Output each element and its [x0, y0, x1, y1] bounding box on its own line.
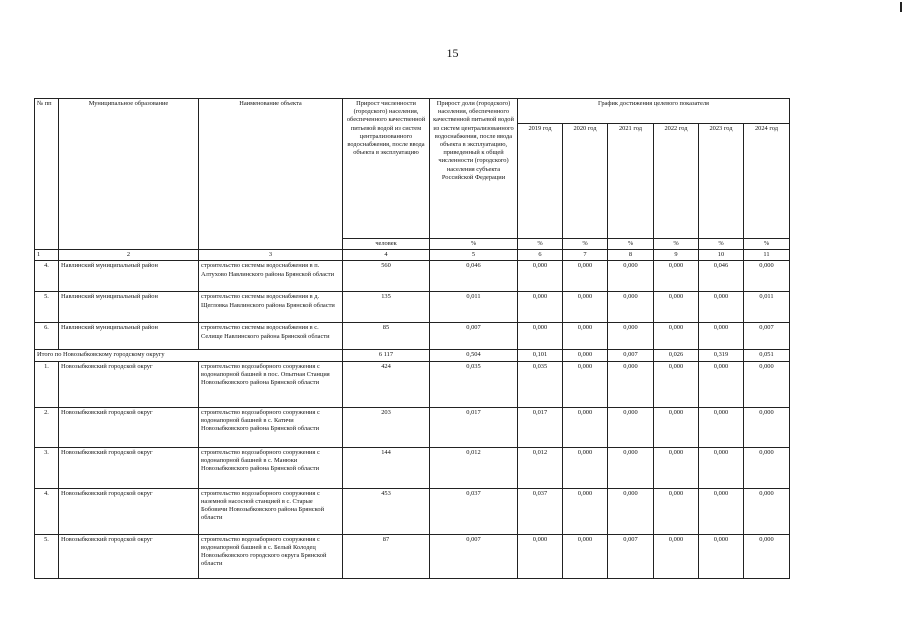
col-number: 8 — [608, 250, 654, 261]
row-year-value: 0,000 — [608, 292, 654, 323]
row-year-value: 0,000 — [699, 447, 744, 488]
row-year-value: 0,000 — [699, 534, 744, 578]
row-year-value: 0,000 — [744, 534, 790, 578]
row-year-value: 0,000 — [563, 407, 608, 447]
row-year-value: 0,012 — [518, 447, 563, 488]
total-year-value: 0,007 — [608, 350, 654, 361]
row-year-value: 0,000 — [699, 292, 744, 323]
table-row — [35, 261, 790, 292]
row-municipality: Навлинский муниципальный район — [59, 323, 199, 350]
row-population: 144 — [343, 447, 430, 488]
col-number: 10 — [699, 250, 744, 261]
unit-cell: % — [699, 239, 744, 250]
row-object: строительство водозаборного сооружения с водонапорной башней в с. Белый Колодец Новозыбковского городского округа Брянской области — [199, 534, 343, 578]
row-year-value: 0,000 — [744, 261, 790, 292]
row-year-value: 0,000 — [654, 261, 699, 292]
row-year-value: 0,000 — [563, 534, 608, 578]
row-number: 2. — [35, 407, 59, 447]
header-share-growth: Прирост доли (городского) населения, обеспеченного качественной питьевой водой из систем централизованного водоснабжения, после ввода объекта в эксплуатацию, приведенный к общей численности (городского) населения субъекта Российской Федерации — [430, 99, 518, 239]
row-population: 87 — [343, 534, 430, 578]
row-year-value: 0,000 — [563, 361, 608, 407]
col-number: 11 — [744, 250, 790, 261]
row-municipality: Новозыбковский городской округ — [59, 407, 199, 447]
row-municipality: Новозыбковский городской округ — [59, 361, 199, 407]
row-year-value: 0,000 — [699, 488, 744, 534]
row-year-value: 0,000 — [654, 447, 699, 488]
unit-cell: % — [654, 239, 699, 250]
header-municipality: Муниципальное образование — [59, 99, 199, 250]
row-year-value: 0,046 — [699, 261, 744, 292]
row-year-value: 0,000 — [699, 407, 744, 447]
row-number: 1. — [35, 361, 59, 407]
col-number: 3 — [199, 250, 343, 261]
row-year-value: 0,000 — [518, 261, 563, 292]
row-share: 0,011 — [430, 292, 518, 323]
row-year-value: 0,000 — [699, 361, 744, 407]
unit-cell: % — [518, 239, 563, 250]
row-population: 85 — [343, 323, 430, 350]
row-year-value: 0,000 — [563, 488, 608, 534]
row-year-value: 0,000 — [518, 292, 563, 323]
row-object: строительство водозаборного сооружения с водонапорной башней в пос. Опытная Станция Новозыбковского района Брянской области — [199, 361, 343, 407]
total-year-value: 0,026 — [654, 350, 699, 361]
row-year-value: 0,000 — [654, 534, 699, 578]
col-number: 4 — [343, 250, 430, 261]
row-year-value: 0,000 — [608, 261, 654, 292]
table-row — [35, 361, 790, 407]
row-year-value: 0,000 — [608, 361, 654, 407]
total-year-value: 0,319 — [699, 350, 744, 361]
row-year-value: 0,000 — [608, 447, 654, 488]
total-share: 0,504 — [430, 350, 518, 361]
row-year-value: 0,000 — [608, 488, 654, 534]
unit-cell: % — [430, 239, 518, 250]
table-row — [35, 323, 790, 350]
table-row — [35, 292, 790, 323]
header-year: 2023 год — [699, 124, 744, 239]
row-year-value: 0,000 — [654, 292, 699, 323]
total-year-value: 0,051 — [744, 350, 790, 361]
header-row-1 — [35, 99, 790, 124]
row-year-value: 0,000 — [654, 323, 699, 350]
total-year-value: 0,101 — [518, 350, 563, 361]
col-number: 2 — [59, 250, 199, 261]
row-object: строительство водозаборного сооружения с водонапорной башней в с. Манюки Новозыбковского района Брянской области — [199, 447, 343, 488]
row-year-value: 0,000 — [563, 323, 608, 350]
col-number: 1 — [35, 250, 59, 261]
header-year: 2020 год — [563, 124, 608, 239]
row-population: 135 — [343, 292, 430, 323]
header-schedule: График достижения целевого показателя — [518, 99, 790, 124]
row-municipality: Новозыбковский городской округ — [59, 488, 199, 534]
row-year-value: 0,000 — [744, 361, 790, 407]
row-share: 0,037 — [430, 488, 518, 534]
row-population: 424 — [343, 361, 430, 407]
row-year-value: 0,000 — [744, 447, 790, 488]
row-population: 453 — [343, 488, 430, 534]
total-year-value: 0,000 — [563, 350, 608, 361]
header-year: 2024 год — [744, 124, 790, 239]
row-municipality: Навлинский муниципальный район — [59, 261, 199, 292]
row-year-value: 0,000 — [654, 488, 699, 534]
row-object: строительство системы водоснабжения в с. Селище Навлинского района Брянской области — [199, 323, 343, 350]
header-population-growth: Прирост численности (городского) населения, обеспеченного качественной питьевой водой из систем централизованного водоснабжения, после ввода объекта в эксплуатацию — [343, 99, 430, 239]
col-number: 9 — [654, 250, 699, 261]
page-number: 15 — [446, 46, 459, 60]
row-year-value: 0,035 — [518, 361, 563, 407]
row-year-value: 0,037 — [518, 488, 563, 534]
row-number: 4. — [35, 261, 59, 292]
row-year-value: 0,000 — [563, 292, 608, 323]
table-row — [35, 447, 790, 488]
row-share: 0,007 — [430, 534, 518, 578]
column-numbers-row — [35, 250, 790, 261]
row-number: 5. — [35, 292, 59, 323]
total-population: 6 117 — [343, 350, 430, 361]
target-indicator-table — [34, 98, 790, 579]
row-object: строительство системы водоснабжения в д. Щегловка Навлинского района Брянской области — [199, 292, 343, 323]
row-year-value: 0,000 — [699, 323, 744, 350]
row-number: 5. — [35, 534, 59, 578]
header-object: Наименование объекта — [199, 99, 343, 250]
row-municipality: Навлинский муниципальный район — [59, 292, 199, 323]
header-year: 2021 год — [608, 124, 654, 239]
unit-cell: % — [608, 239, 654, 250]
table-row — [35, 407, 790, 447]
row-population: 560 — [343, 261, 430, 292]
row-year-value: 0,000 — [654, 361, 699, 407]
row-municipality: Новозыбковский городской округ — [59, 534, 199, 578]
row-year-value: 0,000 — [744, 488, 790, 534]
unit-cell: % — [744, 239, 790, 250]
row-number: 4. — [35, 488, 59, 534]
header-num: № пп — [35, 99, 59, 250]
row-year-value: 0,000 — [518, 534, 563, 578]
row-year-value: 0,000 — [518, 323, 563, 350]
col-number: 7 — [563, 250, 608, 261]
scan-edge-mark — [900, 2, 902, 12]
row-share: 0,035 — [430, 361, 518, 407]
header-year: 2022 год — [654, 124, 699, 239]
row-object: строительство системы водоснабжения в п. Алтухово Навлинского района Брянской области — [199, 261, 343, 292]
unit-cell: % — [563, 239, 608, 250]
row-year-value: 0,007 — [744, 323, 790, 350]
table-row — [35, 534, 790, 578]
row-object: строительство водозаборного сооружения с водонапорной башней в с. Катичи Новозыбковского района Брянской области — [199, 407, 343, 447]
row-number: 6. — [35, 323, 59, 350]
row-year-value: 0,000 — [654, 407, 699, 447]
row-share: 0,007 — [430, 323, 518, 350]
row-year-value: 0,000 — [608, 407, 654, 447]
row-municipality: Новозыбковский городской округ — [59, 447, 199, 488]
table-row — [35, 488, 790, 534]
row-year-value: 0,007 — [608, 534, 654, 578]
row-share: 0,017 — [430, 407, 518, 447]
col-number: 6 — [518, 250, 563, 261]
row-population: 203 — [343, 407, 430, 447]
row-year-value: 0,000 — [608, 323, 654, 350]
col-number: 5 — [430, 250, 518, 261]
unit-cell: человек — [343, 239, 430, 250]
row-year-value: 0,017 — [518, 407, 563, 447]
row-share: 0,012 — [430, 447, 518, 488]
row-year-value: 0,011 — [744, 292, 790, 323]
total-label: Итого по Новозыбковскому городскому округу — [35, 350, 343, 361]
row-year-value: 0,000 — [744, 407, 790, 447]
row-year-value: 0,000 — [563, 447, 608, 488]
row-object: строительство водозаборного сооружения с наземной насосной станцией в с. Старые Бобовичи Новозыбковского района Брянской области — [199, 488, 343, 534]
row-year-value: 0,000 — [563, 261, 608, 292]
total-row — [35, 350, 790, 361]
row-share: 0,046 — [430, 261, 518, 292]
row-number: 3. — [35, 447, 59, 488]
header-year: 2019 год — [518, 124, 563, 239]
